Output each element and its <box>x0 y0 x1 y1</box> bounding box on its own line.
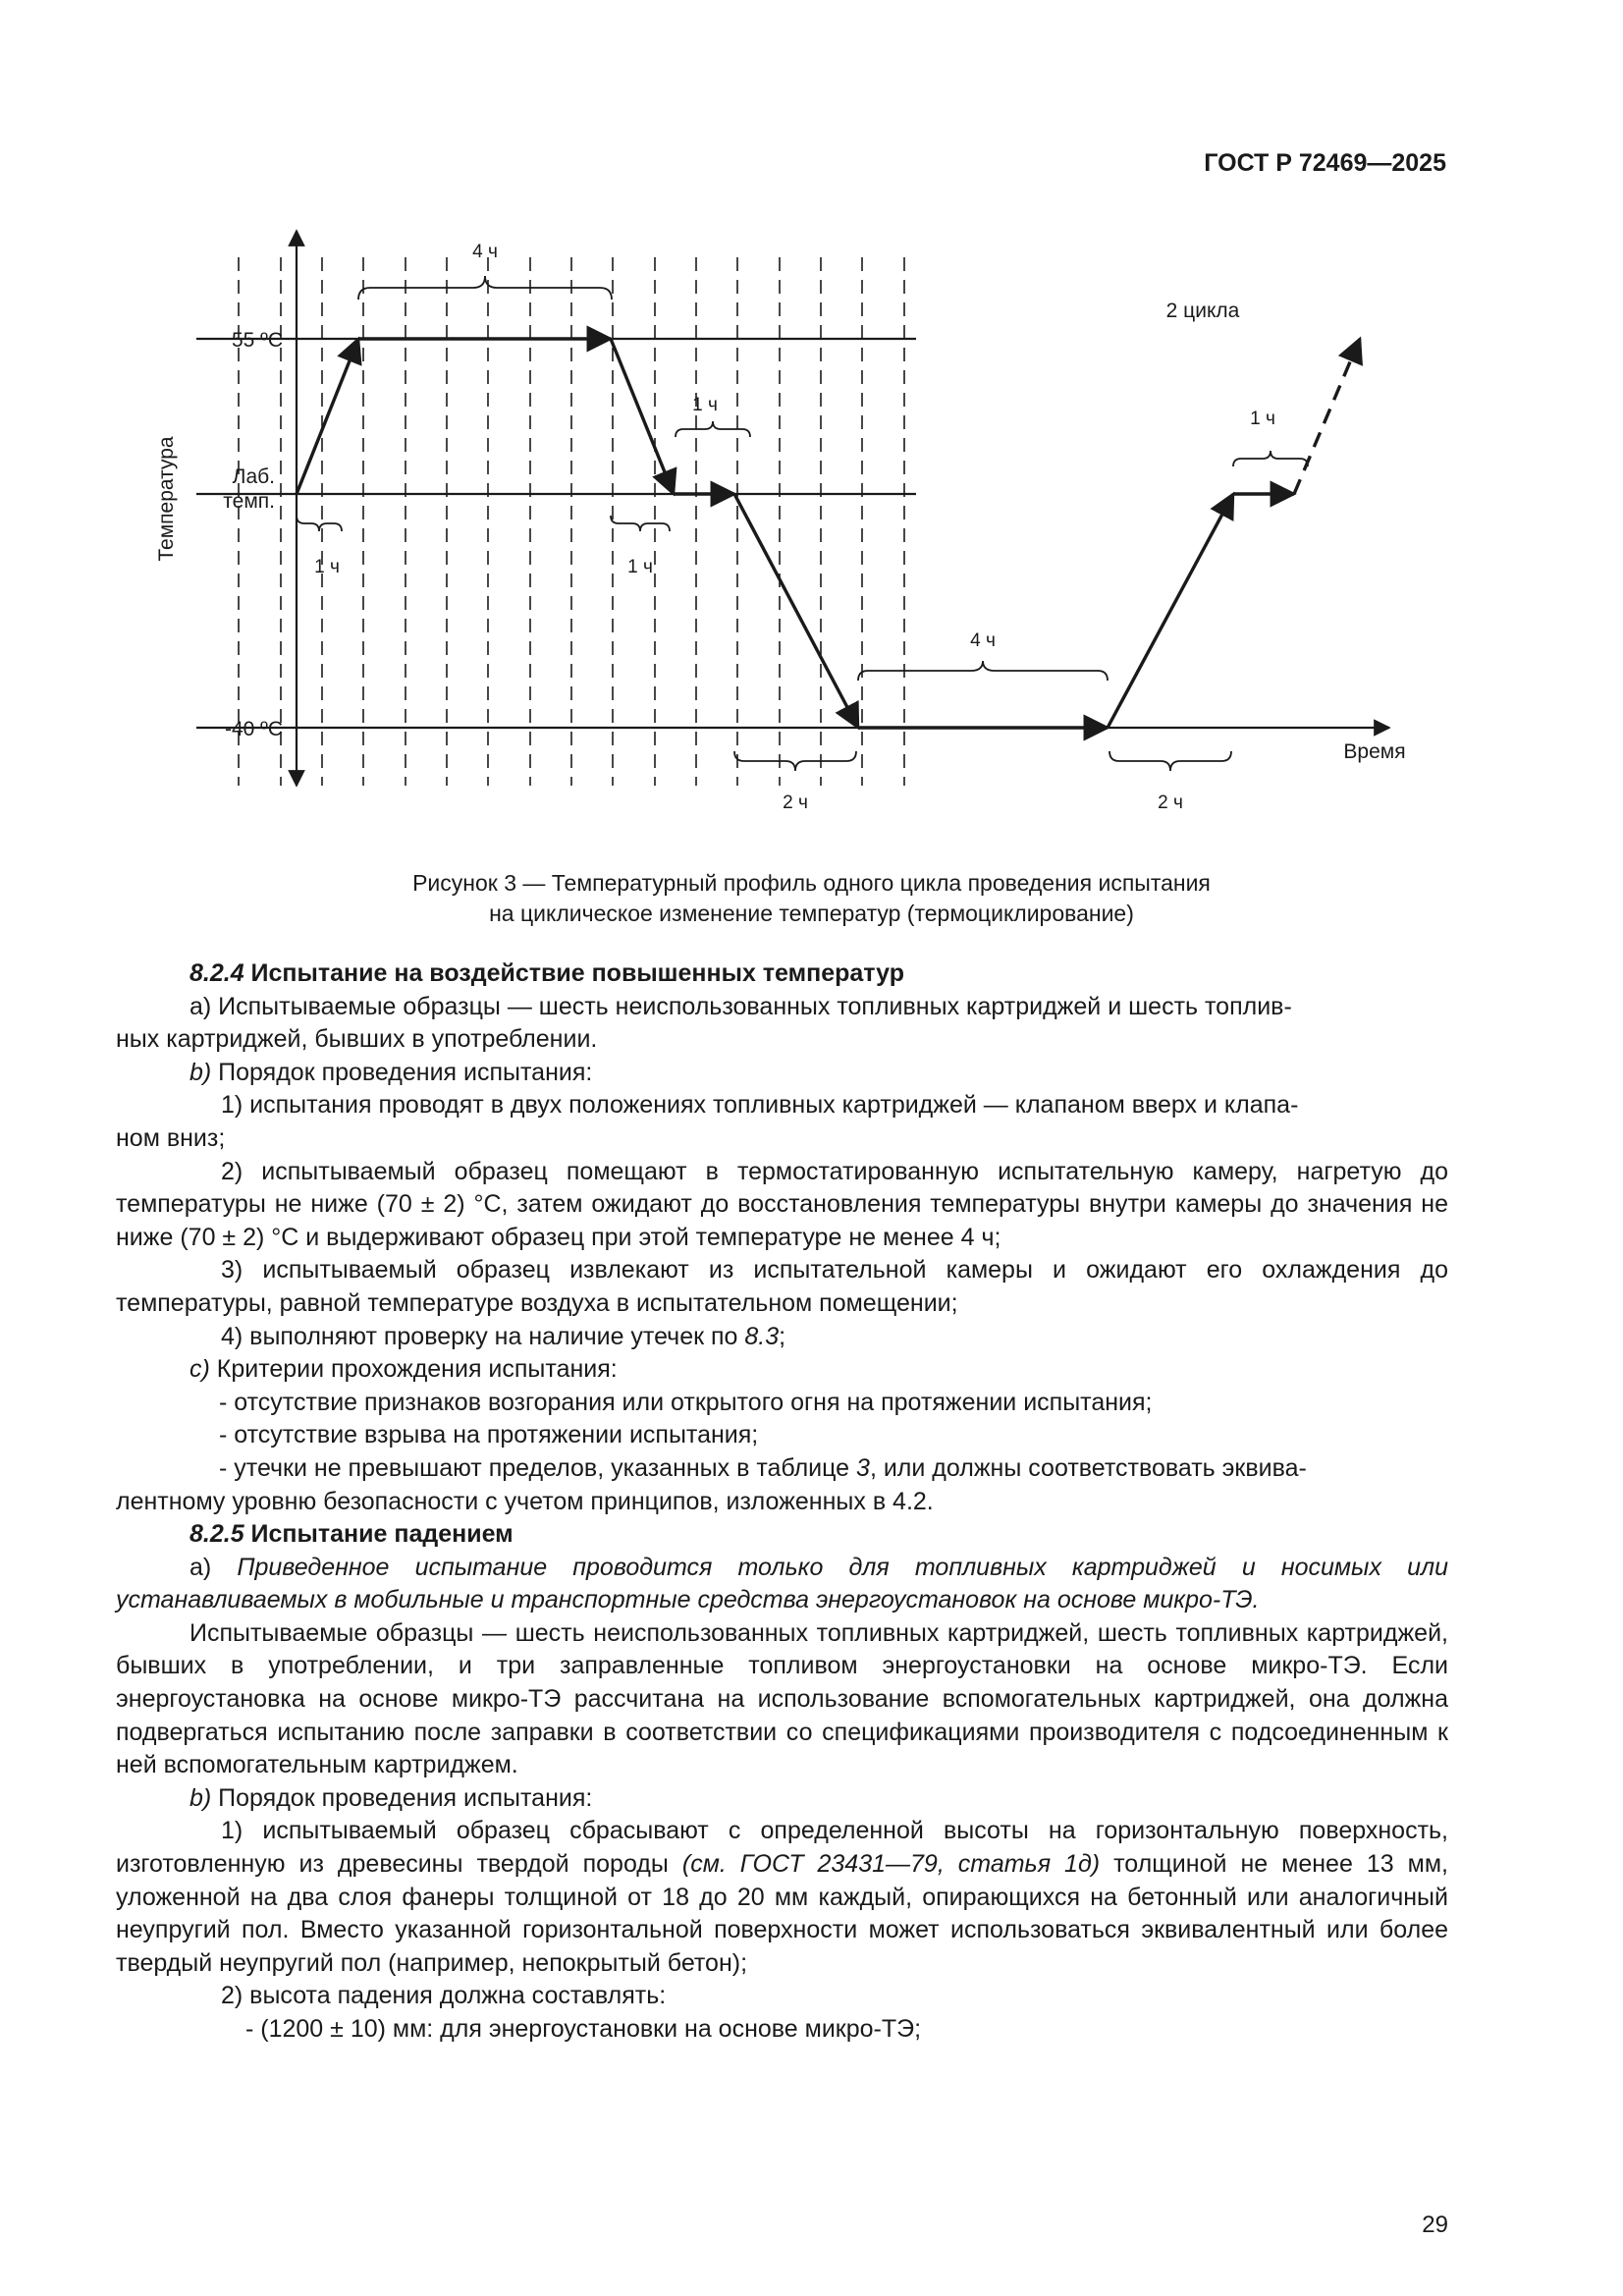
profile-path <box>297 339 1360 728</box>
s825-item-b2: 2) высота падения должна составлять: <box>221 1982 667 2010</box>
vertical-grid <box>239 257 904 786</box>
duration-rise-to-lab: 2 ч <box>1158 793 1183 813</box>
page-number: 29 <box>1422 2212 1448 2238</box>
document-body <box>116 957 1448 2047</box>
s824-criterion-3-line-2: лентному уровню безопасности с учетом принципов, изложенных в 4.2. <box>116 1487 934 1515</box>
duration-hold-high: 4 ч <box>472 242 498 262</box>
s824-item-b2: 2) испытываемый образец помещают в термостатированную испытательную камеру, нагретую до температуры не ниже (70 ± 2) °С, затем ожидают до восстановления температуры внутри камеры до значения не ниже (70 ± 2) °С и выдерживают образец при этой температуре не менее 4 ч; <box>116 1157 1448 1251</box>
s825-item-b: b) Порядок проведения испытания: <box>189 1783 593 1812</box>
s824-item-a-line-2: ных картриджей, бывших в употреблении. <box>116 1025 598 1054</box>
x-axis-label: Время <box>1343 740 1406 763</box>
s824-item-b4: 4) выполняют проверку на наличие утечек по 8.3; <box>221 1322 786 1350</box>
s825-height-item-1: - (1200 ± 10) мм: для энергоустановки на основе микро-ТЭ; <box>245 2015 922 2043</box>
duration-fall-to-low: 2 ч <box>783 793 808 813</box>
level-low-label: -40 ºС <box>224 718 283 740</box>
s825-item-a: а) Приведенное испытание проводится только для топливных картриджей и носимых или устанавливаемых в мобильные и транспортные средства энергоустановок на основе микро-ТЭ. <box>116 1553 1448 1614</box>
level-lab-label-2: темп. <box>223 490 275 513</box>
s824-item-b1-line-1: 1) испытания проводят в двух положениях топливных картриджей — клапаном вверх и клапа- <box>221 1091 1299 1120</box>
duration-braces <box>297 276 1308 771</box>
cycles-label: 2 цикла <box>1165 300 1240 322</box>
section-heading-825: 8.2.5 Испытание падением <box>189 1520 514 1549</box>
level-lab-label-1: Лаб. <box>232 465 275 488</box>
y-axis-label: Температура <box>155 436 178 562</box>
figure-caption-line-2: на циклическое изменение температур (термоциклирование) <box>489 901 1134 926</box>
figure-caption-line-1: Рисунок 3 — Температурный профиль одного цикла проведения испытания <box>412 870 1211 896</box>
duration-rise-first: 1 ч <box>314 557 340 577</box>
s824-criterion-1: - отсутствие признаков возгорания или открытого огня на протяжении испытания; <box>219 1388 1153 1416</box>
s824-criterion-3-line-1: - утечки не превышают пределов, указанных в таблице 3, или должны соответствовать эквива- <box>219 1453 1307 1482</box>
s824-criterion-2: - отсутствие взрыва на протяжении испытания; <box>219 1421 759 1449</box>
s824-item-c: c) Критерии прохождения испытания: <box>189 1355 618 1384</box>
duration-fall-to-lab: 1 ч <box>627 557 653 577</box>
duration-lab-hold-1: 1 ч <box>692 395 718 415</box>
s824-item-a-line-1: а) Испытываемые образцы — шесть неиспользованных топливных картриджей и шесть топлив- <box>189 992 1292 1020</box>
duration-hold-low: 4 ч <box>970 630 996 651</box>
figure-caption <box>0 868 1623 929</box>
s824-item-b3: 3) испытываемый образец извлекают из испытательной камеры и ожидают его охлаждения до температуры, равной температуре воздуха в испытательном помещении; <box>116 1256 1448 1317</box>
s825-samples: Испытываемые образцы — шесть неиспользованных топливных картриджей, шесть топливных картриджей, бывших в употреблении, и три заправленные топливом энергоустановки на основе микро-ТЭ. Если энергоустановка на основе микро-ТЭ рассчитана на использование вспомогательных картриджей, она должна подвергаться испытанию после заправки в соответствии со спецификациями производителя с подсоединенным к ней вспомогательным картриджем. <box>116 1618 1448 1779</box>
level-high-label: 55 ºС <box>231 329 283 352</box>
section-heading-824: 8.2.4 Испытание на воздействие повышенных температур <box>189 959 905 987</box>
s825-item-b1: 1) испытываемый образец сбрасывают с определенной высоты на горизонтальную поверхность, изготовленную из древесины твердой породы (см. ГОСТ 23431—79, статья 1д) толщиной не менее 13 мм, уложенной на два слоя фанеры толщиной от 18 до 20 мм каждый, опирающихся на бетонный или аналогичный неупругий пол. Вместо указанной горизонтальной поверхности может использоваться эквивалентный или более твердый неупругий пол (например, непокрытый бетон); <box>116 1817 1448 1977</box>
s824-item-b: b) Порядок проведения испытания: <box>189 1058 593 1086</box>
duration-lab-hold-2: 1 ч <box>1250 409 1275 429</box>
temperature-profile-figure <box>0 0 1623 864</box>
document-code: ГОСТ Р 72469—2025 <box>1204 149 1446 177</box>
s824-item-b1-line-2: ном вниз; <box>116 1123 226 1152</box>
